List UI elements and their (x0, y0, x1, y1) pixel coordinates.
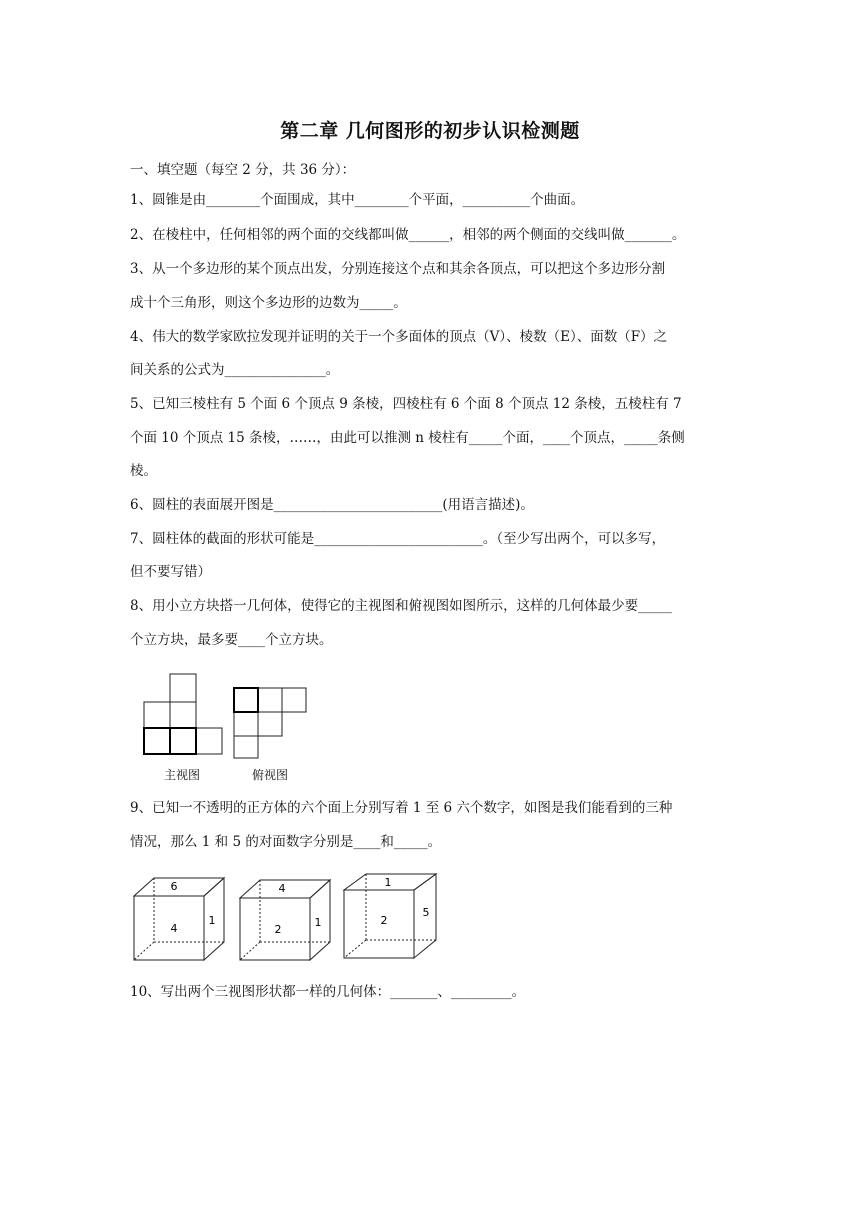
cube-3-top-label: 1 (384, 876, 392, 889)
question-5-line-2: 个面 10 个顶点 15 条棱，……，由此可以推测 n 棱柱有_____个面，____个顶点，_____条侧 (130, 430, 685, 446)
question-1: 1、圆锥是由________个面围成，其中________个平面，__________个曲面。 (130, 192, 585, 208)
cube-1-top-label: 6 (170, 880, 178, 893)
question-3-line-2: 成十个三角形，则这个多边形的边数为_____。 (130, 295, 407, 311)
cube-3-right-label: 5 (422, 906, 430, 919)
cube-3-front-label: 2 (380, 914, 388, 927)
page-title: 第二章 几何图形的初步认识检测题 (280, 120, 580, 142)
question-7-line-1: 7、圆柱体的截面的形状可能是_________________________。（至少写出两个，可以多写， (130, 531, 666, 547)
question-6: 6、圆柱的表面展开图是_________________________(用语言描述)。 (130, 497, 534, 513)
question-4-line-1: 4、伟大的数学家欧拉发现并证明的关于一个多面体的顶点（V）、棱数（E）、面数（F）之 (130, 329, 668, 345)
question-10: 10、写出两个三视图形状都一样的几何体：_______、_________。 (130, 984, 526, 1000)
question-4-line-2: 间关系的公式为_______________。 (130, 362, 340, 378)
cube-1-front-label: 4 (170, 922, 178, 935)
question-9-line-1: 9、已知一不透明的正方体的六个面上分别写着 1 至 6 六个数字，如图是我们能看到的三种 (130, 800, 673, 816)
question-5-line-1: 5、已知三棱柱有 5 个面 6 个顶点 9 条棱，四棱柱有 6 个面 8 个顶点 12 条棱，五棱柱有 7 (130, 396, 682, 412)
cube-1-right-label: 1 (208, 914, 216, 927)
question-3-line-1: 3、从一个多边形的某个顶点出发，分别连接这个点和其余各顶点，可以把这个多边形分割 (130, 261, 666, 277)
cube-2-top-label: 4 (278, 882, 286, 895)
question-2: 2、在棱柱中，任何相邻的两个面的交线都叫做______，相邻的两个侧面的交线叫做_______。 (130, 227, 686, 243)
section-heading: 一、填空题（每空 2 分，共 36 分）： (130, 162, 356, 178)
question-9-line-2: 情况，那么 1 和 5 的对面数字分别是____和_____。 (130, 834, 442, 850)
question-5-line-3: 棱。 (130, 463, 157, 479)
front-view-figure (140, 670, 230, 760)
cube-views-figure (130, 870, 450, 970)
question-7-line-2: 但不要写错） (130, 564, 211, 580)
top-view-caption: 俯视图 (252, 768, 289, 782)
cube-2-front-label: 2 (274, 923, 282, 936)
front-view-caption: 主视图 (164, 768, 201, 782)
question-8-line-2: 个立方块，最多要____个立方块。 (130, 632, 333, 648)
cube-2-right-label: 1 (314, 916, 322, 929)
question-8-line-1: 8、用小立方块搭一几何体，使得它的主视图和俯视图如图所示，这样的几何体最少要_____ (130, 598, 672, 614)
top-view-figure (228, 684, 310, 762)
